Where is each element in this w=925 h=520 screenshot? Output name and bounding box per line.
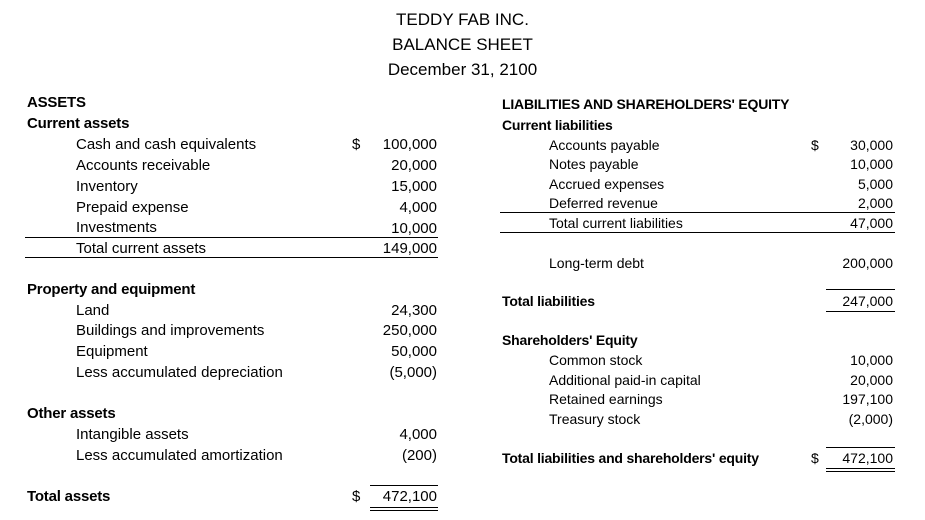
liability-item-label: Accrued expenses: [549, 176, 665, 192]
current-liabilities-heading: Current liabilities: [502, 117, 613, 133]
equity-item-value: 10,000: [850, 352, 893, 368]
total-assets-value: 472,100: [382, 488, 437, 505]
equity-item-label: Additional paid-in capital: [549, 372, 701, 388]
assets-heading: ASSETS: [27, 94, 86, 111]
asset-item-value: 250,000: [382, 322, 437, 339]
long-term-debt-value: 200,000: [842, 255, 893, 271]
total-liabilities-equity-label: Total liabilities and shareholders' equity: [502, 450, 759, 466]
total-current-liabilities-label: Total current liabilities: [549, 215, 683, 231]
divider-line: [826, 447, 895, 448]
asset-item-value: 50,000: [391, 343, 437, 360]
liability-item-label: Accounts payable: [549, 137, 660, 153]
statement-title: BALANCE SHEET: [392, 35, 533, 54]
liability-item-label: Deferred revenue: [549, 195, 658, 211]
asset-item-value: 20,000: [391, 157, 437, 174]
long-term-debt-label: Long-term debt: [549, 255, 644, 271]
liability-item-label: Notes payable: [549, 156, 639, 172]
liabilities-heading: LIABILITIES AND SHAREHOLDERS' EQUITY: [502, 96, 790, 112]
currency-symbol: $: [352, 136, 361, 153]
asset-item-label: Less accumulated depreciation: [76, 364, 283, 381]
liability-item-value: 30,000: [850, 137, 893, 153]
divider-line: [25, 257, 438, 258]
equity-item-label: Retained earnings: [549, 391, 663, 407]
asset-item-label: Accounts receivable: [76, 157, 211, 174]
divider-line: [500, 232, 895, 233]
double-underline: [370, 510, 438, 511]
double-underline: [826, 471, 895, 472]
divider-line: [370, 485, 438, 486]
property-heading: Property and equipment: [27, 281, 196, 298]
total-liabilities-label: Total liabilities: [502, 293, 595, 309]
currency-symbol: $: [352, 488, 361, 505]
equity-item-label: Common stock: [549, 352, 643, 368]
total-current-liabilities-value: 47,000: [850, 215, 893, 231]
asset-item-label: Cash and cash equivalents: [76, 136, 257, 153]
asset-item-value: 10,000: [391, 220, 437, 237]
other-assets-heading: Other assets: [27, 405, 116, 422]
equity-item-label: Treasury stock: [549, 411, 641, 427]
asset-item-value: 15,000: [391, 178, 437, 195]
equity-item-value: 20,000: [850, 372, 893, 388]
divider-line: [500, 212, 895, 213]
total-assets-label: Total assets: [27, 488, 111, 505]
total-liabilities-value: 247,000: [842, 293, 893, 309]
total-current-assets-label: Total current assets: [76, 240, 207, 257]
asset-item-value: 4,000: [399, 199, 437, 216]
asset-item-value: (5,000): [389, 364, 437, 381]
double-underline: [826, 468, 895, 469]
total-liabilities-equity-value: 472,100: [842, 450, 893, 466]
asset-item-label: Prepaid expense: [76, 199, 189, 216]
divider-line: [826, 311, 895, 312]
asset-item-value: 4,000: [399, 426, 437, 443]
current-assets-heading: Current assets: [27, 115, 130, 132]
asset-item-value: 100,000: [382, 136, 437, 153]
equity-item-value: (2,000): [848, 411, 893, 427]
asset-item-label: Equipment: [76, 343, 148, 360]
equity-item-value: 197,100: [842, 391, 893, 407]
asset-item-value: 24,300: [391, 302, 437, 319]
asset-item-value: (200): [401, 447, 437, 464]
statement-date: December 31, 2100: [387, 60, 538, 79]
asset-item-label: Less accumulated amortization: [76, 447, 283, 464]
double-underline: [370, 507, 438, 508]
company-name: TEDDY FAB INC.: [396, 10, 529, 29]
currency-symbol: $: [811, 450, 819, 466]
total-current-assets-value: 149,000: [382, 240, 437, 257]
divider-line: [826, 289, 895, 290]
divider-line: [25, 237, 438, 238]
equity-heading: Shareholders' Equity: [502, 332, 638, 348]
liability-item-value: 2,000: [857, 195, 893, 211]
asset-item-label: Investments: [76, 219, 157, 236]
currency-symbol: $: [811, 137, 819, 153]
asset-item-label: Inventory: [76, 178, 138, 195]
liability-item-value: 5,000: [857, 176, 893, 192]
asset-item-label: Land: [76, 302, 110, 319]
asset-item-label: Intangible assets: [76, 426, 189, 443]
asset-item-label: Buildings and improvements: [76, 322, 265, 339]
liability-item-value: 10,000: [850, 156, 893, 172]
